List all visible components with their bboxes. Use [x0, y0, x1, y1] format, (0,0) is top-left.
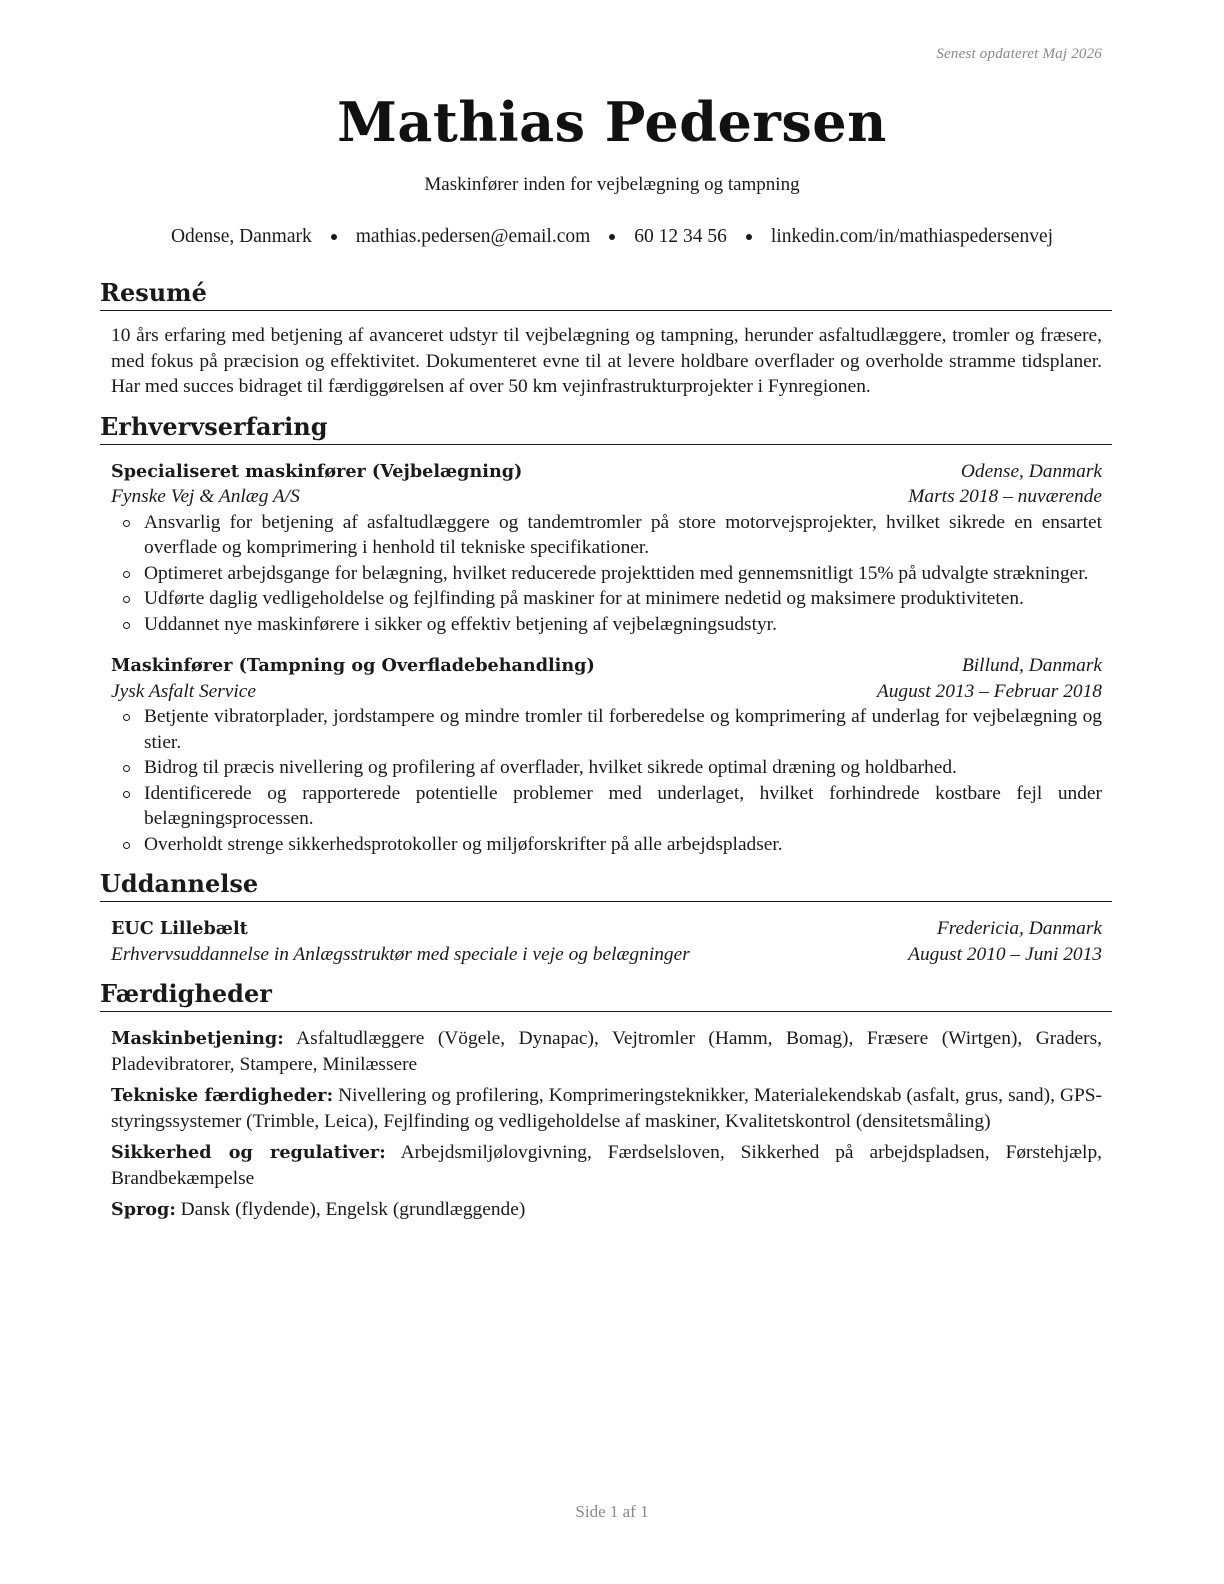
skills-section: [100, 979, 1112, 1223]
circle-bullet-icon: [123, 765, 130, 772]
job-entry: [100, 637, 1112, 857]
skill-text: Asfaltudlæggere (Vögele, Dynapac), Vejtromler (Hamm, Bomag), Fræsere (Wirtgen), Graders, Pladevibratorer, Stampere, Minilæssere: [111, 1028, 1102, 1075]
section-title-skills: Færdigheder: [100, 979, 1112, 1012]
job-company: Fynske Vej & Anlæg A/S: [111, 486, 300, 507]
school-location: Fredericia, Danmark: [936, 918, 1102, 939]
job-dates: Marts 2018 – nuværende: [908, 486, 1102, 507]
circle-bullet-icon: [123, 842, 130, 849]
contact-phone[interactable]: 60 12 34 56: [634, 226, 727, 247]
skill-group: [111, 1026, 1102, 1077]
summary-text: 10 års erfaring med betjening af avanceret udstyr til vejbelægning og tampning, herunder asfaltudlæggere, tromler og fræsere, med fokus på præcision og effektivitet. Dokumenteret evne til at levere holdbare overflader og overholde stramme tidsplaner. Har med succes bidraget til færdiggørelsen af over 50 km vejinfrastrukturprojekter i Fynregionen.: [111, 325, 1102, 397]
candidate-name: Mathias Pedersen: [337, 90, 887, 154]
list-item: [111, 510, 1102, 561]
education-section: [100, 869, 1112, 967]
circle-bullet-icon: [123, 571, 130, 578]
job-company: Jysk Asfalt Service: [111, 680, 257, 702]
contact-line: [0, 226, 1224, 248]
bullet-text: Betjente vibratorplader, jordstampere og mindre tromler til forberedelse og komprimering af underlag for vejbelægning og stier.: [144, 706, 1102, 753]
summary-section: [100, 278, 1112, 400]
job-bullets: [111, 704, 1102, 857]
job-location: Billund, Danmark: [961, 655, 1102, 676]
skill-label: Sprog:: [111, 1199, 176, 1220]
circle-bullet-icon: [123, 791, 130, 798]
experience-section: [100, 412, 1112, 858]
job-location: Odense, Danmark: [960, 460, 1102, 482]
skill-label: Tekniske færdigheder:: [111, 1085, 334, 1106]
job-role: Specialiseret maskinfører (Vejbelægning): [111, 460, 523, 482]
contact-location: Odense, Danmark: [170, 226, 312, 247]
job-dates: August 2013 – Februar 2018: [876, 680, 1102, 702]
skill-group: [111, 1083, 1102, 1134]
list-item: [111, 704, 1102, 755]
page-number: Side 1 af 1: [575, 1502, 649, 1521]
school-name: EUC Lillebælt: [111, 918, 248, 939]
job-role: Maskinfører (Tampning og Overfladebehandling): [111, 655, 595, 676]
last-updated-note: Senest opdateret Maj 2026: [936, 46, 1102, 62]
bullet-separator: [609, 234, 615, 240]
bullet-text: Optimeret arbejdsgange for belægning, hvilket reducerede projekttiden med gennemsnitligt 15% på udvalgte strækninger.: [144, 562, 1089, 584]
section-title-education: Uddannelse: [100, 869, 1112, 902]
job-entry: [100, 445, 1112, 638]
circle-bullet-icon: [123, 596, 130, 603]
list-item: [111, 832, 1102, 858]
contact-email[interactable]: mathias.pedersen@email.com: [355, 226, 591, 247]
resume-body: [100, 278, 1112, 1235]
list-item: [111, 586, 1102, 612]
skill-label: Maskinbetjening:: [111, 1028, 284, 1049]
bullet-separator: [746, 234, 752, 240]
list-item: [111, 781, 1102, 832]
section-title-experience: Erhvervserfaring: [100, 412, 1112, 445]
job-bullets: [111, 510, 1102, 638]
skills-list: [100, 1012, 1112, 1223]
section-title-summary: Resumé: [100, 278, 1112, 311]
skill-text: Arbejdsmiljølovgivning, Færdselsloven, Sikkerhed på arbejdspladsen, Førstehjælp, Brandbekæmpelse: [111, 1142, 1102, 1189]
circle-bullet-icon: [123, 714, 130, 721]
contact-linkedin[interactable]: linkedin.com/in/mathiaspedersenvej: [770, 226, 1054, 247]
bullet-text: Udførte daglig vedligeholdelse og fejlfinding på maskiner for at minimere nedetid og maksimere produktiviteten.: [144, 588, 1024, 609]
education-entry: [100, 902, 1112, 967]
bullet-text: Uddannet nye maskinførere i sikker og effektiv betjening af vejbelægningsudstyr.: [144, 613, 777, 635]
circle-bullet-icon: [123, 520, 130, 527]
skill-label: Sikkerhed og regulativer:: [111, 1142, 386, 1163]
degree-name: Erhvervsuddannelse in Anlægsstruktør med speciale i veje og belægninger: [111, 943, 690, 965]
bullet-separator: [331, 234, 337, 240]
list-item: [111, 561, 1102, 587]
bullet-text: Ansvarlig for betjening af asfaltudlæggere og tandemtromler på store motorvejsprojekter, hvilket sikrede en ensartet overflade og komprimering i henhold til tekniske specifikationer.: [144, 511, 1102, 558]
bullet-text: Overholdt strenge sikkerhedsprotokoller og miljøforskrifter på alle arbejdspladser.: [144, 833, 783, 855]
skill-group: [111, 1140, 1102, 1191]
education-dates: August 2010 – Juni 2013: [908, 943, 1102, 965]
skill-text: Dansk (flydende), Engelsk (grundlæggende): [180, 1199, 526, 1220]
circle-bullet-icon: [123, 622, 130, 629]
list-item: [111, 612, 1102, 638]
skill-text: Nivellering og profilering, Komprimeringsteknikker, Materialekendskab (asfalt, grus, sand), GPS-styringssystemer (Trimble, Leica), Fejlfinding og vedligeholdelse af maskiner, Kvalitetskontrol (densitetsmåling): [111, 1085, 1102, 1132]
candidate-tagline: Maskinfører inden for vejbelægning og tampning: [424, 174, 800, 195]
list-item: [111, 755, 1102, 781]
skill-group: [111, 1197, 1102, 1223]
bullet-text: Bidrog til præcis nivellering og profilering af overflader, hvilket sikrede optimal dræning og holdbarhed.: [144, 757, 957, 778]
bullet-text: Identificerede og rapporterede potentielle problemer med underlaget, hvilket forhindrede kostbare fejl under belægningsprocessen.: [144, 782, 1102, 829]
